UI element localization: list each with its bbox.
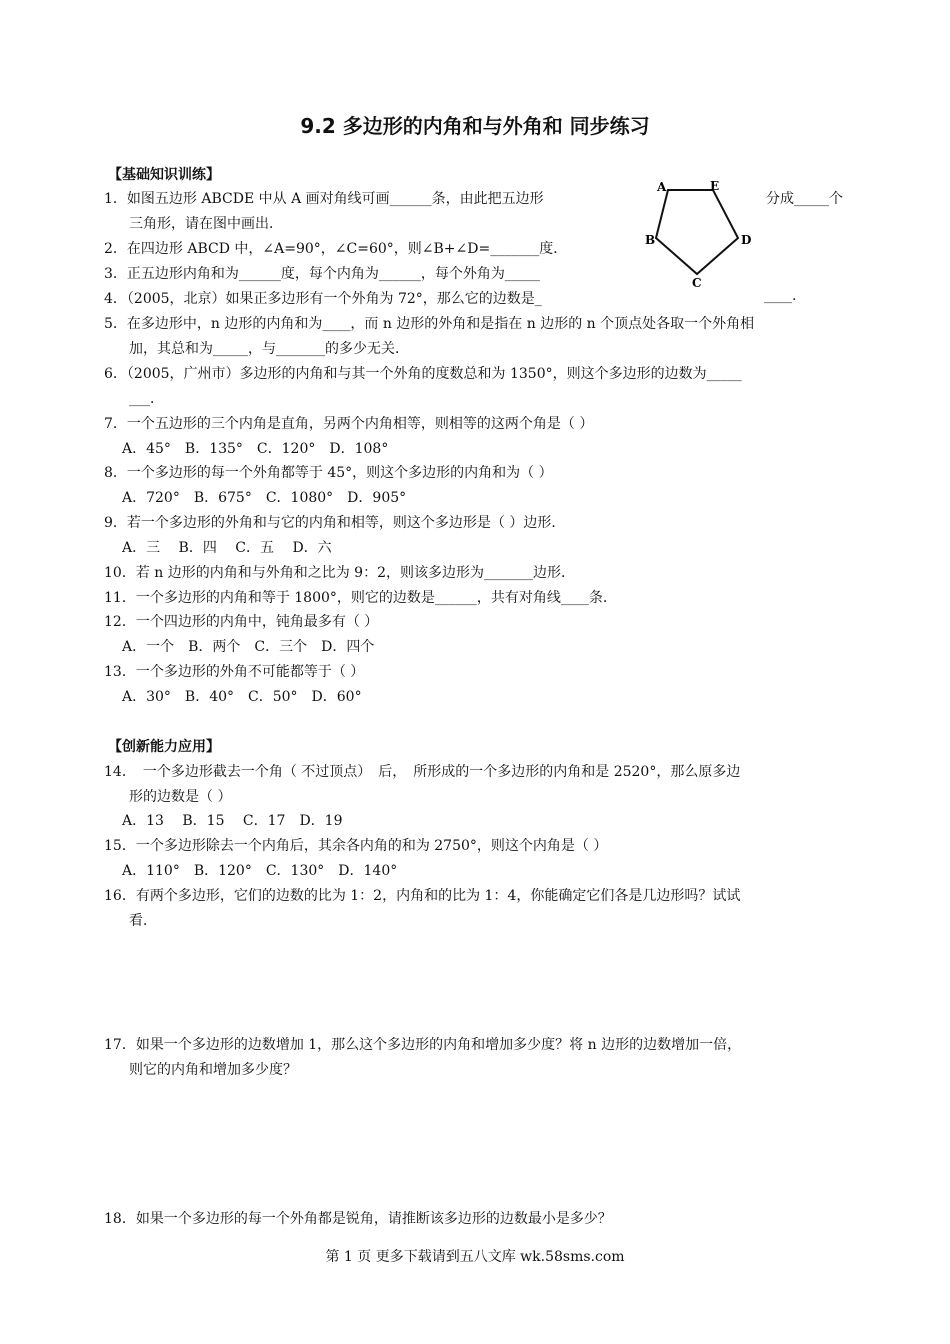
question-4-line-1-right: ____.	[764, 288, 797, 304]
vertex-label-a: A	[657, 180, 667, 194]
question-14-line-1: 14． 一个多边形截去一个角（ 不过顶点） 后， 所形成的一个多边形的内角和是 2520°，那么原多边	[104, 764, 741, 780]
vertex-label-d: D	[741, 233, 752, 247]
question-9: 9．若一个多边形的外角和与它的内角和相等，则这个多边形是（ ）边形．	[104, 515, 566, 531]
question-11: 11．一个多边形的内角和等于 1800°，则它的边数是______，共有对角线____条．	[104, 590, 617, 606]
section-heading-innovation: 【创新能力应用】	[108, 739, 220, 755]
question-5-line-2: 加，其总和为_____，与_______的多少无关．	[129, 341, 409, 357]
question-8-options: A．720° B．675° C．1080° D．905°	[122, 490, 407, 506]
page-title: 9.2 多边形的内角和与外角和 同步练习	[300, 114, 650, 138]
question-10: 10．若 n 边形的内角和与外角和之比为 9：2，则该多边形为_______边形．	[104, 565, 575, 581]
question-16-line-2: 看．	[129, 913, 157, 929]
question-12: 12．一个四边形的内角中，钝角最多有（ ）	[104, 614, 379, 630]
question-9-options: A．三 B．四 C．五 D．六	[122, 540, 332, 556]
question-3: 3．正五边形内角和为______度，每个内角为______，每个外角为_____	[104, 266, 540, 282]
question-18: 18．如果一个多边形的每一个外角都是锐角，请推断该多边形的边数最小是多少？	[104, 1211, 612, 1227]
page-footer: 第 1 页 更多下载请到五八文库 wk.58sms.com	[325, 1249, 625, 1265]
question-12-options: A．一个 B．两个 C．三个 D．四个	[122, 639, 375, 655]
question-7: 7．一个五边形的三个内角是直角，另两个内角相等，则相等的这两个角是（ ）	[104, 416, 594, 432]
section-heading-basic: 【基础知识训练】	[108, 167, 220, 183]
question-17-line-1: 17．如果一个多边形的边数增加 1，那么这个多边形的内角和增加多少度？将 n 边形的边数增加一倍，	[104, 1037, 742, 1053]
question-8: 8．一个多边形的每一个外角都等于 45°，则这个多边形的内角和为（ ）	[104, 465, 553, 481]
vertex-label-e: E	[710, 179, 720, 193]
question-6-line-1: 6．（2005，广州市）多边形的内角和与其一个外角的度数总和为 1350°，则这个多边形的边数为_____	[104, 366, 742, 382]
question-17-line-2: 则它的内角和增加多少度？	[129, 1062, 297, 1078]
question-1-line-2: 三角形，请在图中画出．	[129, 216, 283, 232]
pentagon-shape	[656, 190, 738, 274]
question-2: 2．在四边形 ABCD 中，∠A=90°，∠C=60°，则∠B+∠D=_______度．	[104, 241, 568, 257]
pentagon-figure	[640, 176, 760, 292]
question-1-line-1: 1．如图五边形 ABCDE 中从 A 画对角线可画______条，由此把五边形	[104, 191, 544, 207]
question-14-line-2: 形的边数是（ ）	[129, 789, 232, 805]
question-15: 15．一个多边形除去一个内角后，其余各内角的和为 2750°，则这个内角是（ ）	[104, 838, 608, 854]
question-13: 13．一个多边形的外角不可能都等于（ ）	[104, 664, 365, 680]
question-7-options: A．45° B．135° C．120° D．108°	[122, 441, 389, 457]
question-15-options: A．110° B．120° C．130° D．140°	[122, 863, 398, 879]
question-4-line-1: 4．（2005，北京）如果正多边形有一个外角为 72°，那么它的边数是_	[104, 291, 542, 307]
question-14-options: A．13 B．15 C．17 D．19	[122, 813, 343, 829]
vertex-label-b: B	[645, 233, 656, 247]
question-13-options: A．30° B．40° C．50° D．60°	[122, 689, 362, 705]
question-16-line-1: 16．有两个多边形，它们的边数的比为 1：2，内角和的比为 1：4，你能确定它们各是几边形吗？试试	[104, 888, 741, 904]
question-1-line-1-right: 分成_____个	[766, 191, 843, 207]
question-5-line-1: 5．在多边形中，n 边形的内角和为____，而 n 边形的外角和是指在 n 边形的 n 个顶点处各取一个外角相	[104, 316, 755, 332]
question-6-line-2: ___．	[129, 391, 164, 407]
vertex-label-c: C	[692, 276, 702, 290]
